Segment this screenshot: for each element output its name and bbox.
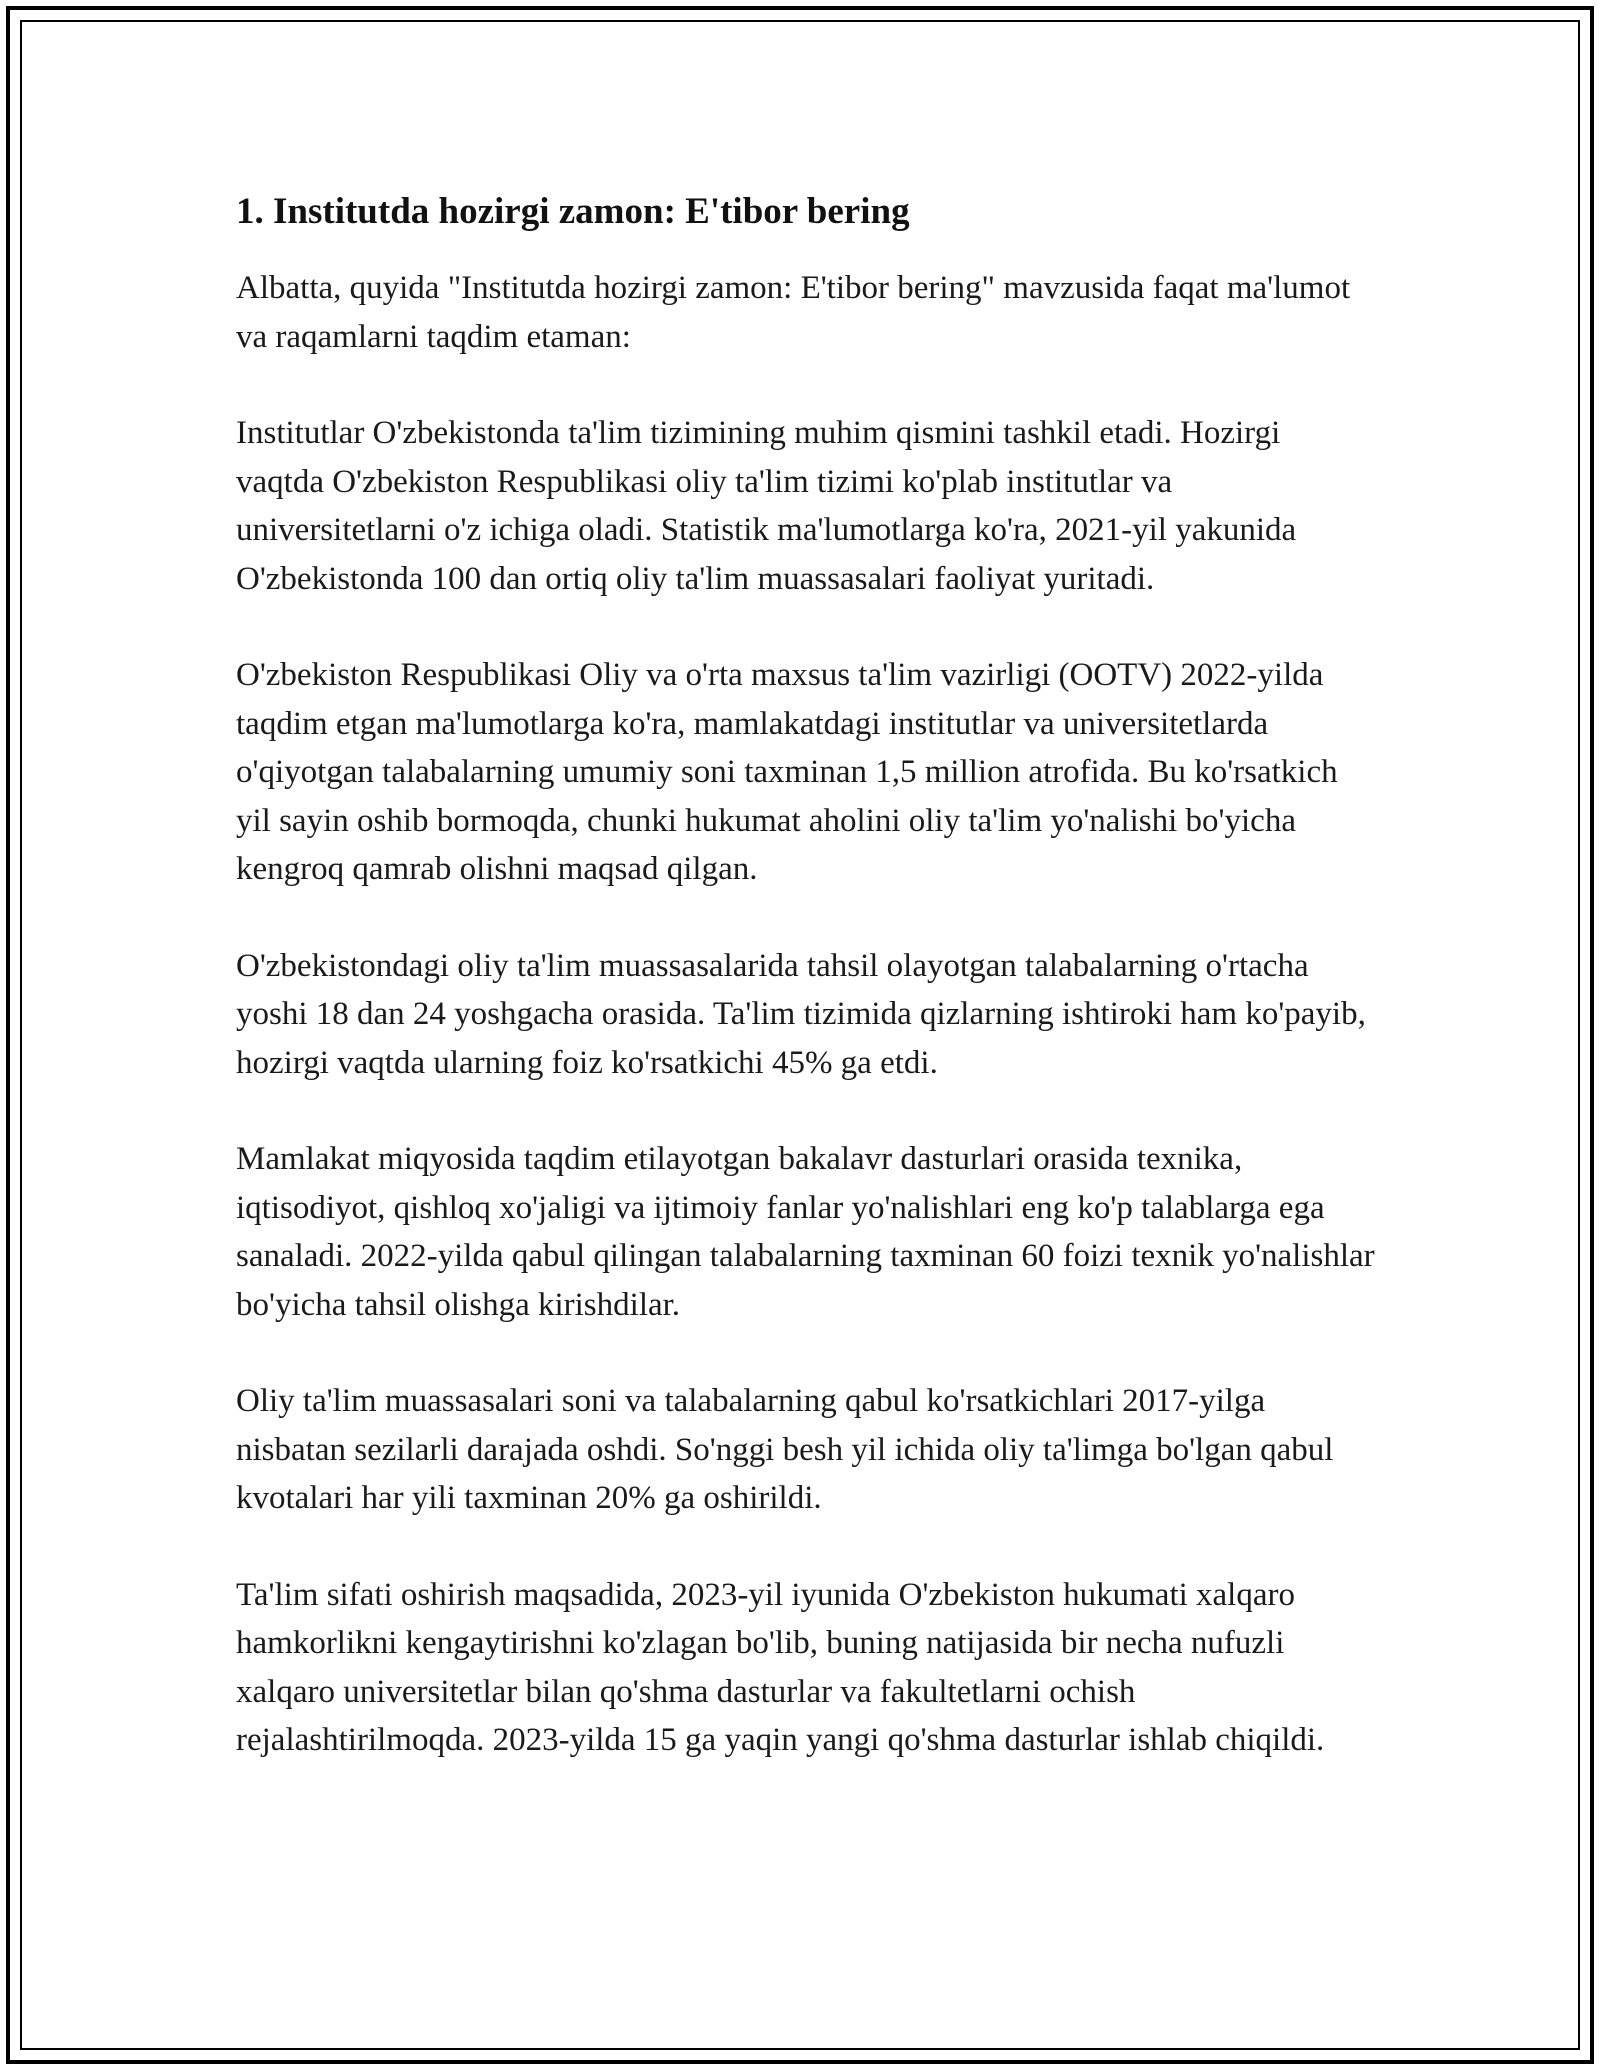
paragraph-student-count: O'zbekiston Respublikasi Oliy va o'rta maxsus ta'lim vazirligi (OOTV) 2022-yilda taqdim etgan ma'lumotlarga ko'ra, mamlakatdagi institutlar va universitetlarda o'qiyotgan talabalarning umumiy soni taxminan 1,5 million atrofida. Bu ko'rsatkich yil sayin oshib bormoqda, chunki hukumat aholini oliy ta'lim yo'nalishi bo'yicha kengroq qamrab olishni maqsad qilgan. (236, 657, 1338, 887)
paragraph-intro: Albatta, quyida "Institutda hozirgi zamon: E'tibor bering" mavzusida faqat ma'lumot va raqamlarni taqdim etaman: (236, 270, 1351, 355)
document-body (236, 186, 1376, 1813)
paragraph-student-age: O'zbekistondagi oliy ta'lim muassasalarida tahsil olayotgan talabalarning o'rtacha yoshi 18 dan 24 yoshgacha orasida. Ta'lim tizimida qizlarning ishtiroki ham ko'payib, hozirgi vaqtda ularning foiz ko'rsatkichi 45% ga etdi. (236, 947, 1366, 1081)
paragraph-bachelor-programs: Mamlakat miqyosida taqdim etilayotgan bakalavr dasturlari orasida texnika, iqtisodiyot, qishloq xo'jaligi va ijtimoiy fanlar yo'nalishlari eng ko'p talablarga ega sanaladi. 2022-yilda qabul qilingan talabalarning taxminan 60 foizi texnik yo'nalishlar bo'yicha tahsil olishga kirishdilar. (236, 1141, 1375, 1323)
document-title: 1. Institutda hozirgi zamon: E'tibor bering (236, 191, 910, 232)
paragraph-admission-growth: Oliy ta'lim muassasalari soni va talabalarning qabul ko'rsatkichlari 2017-yilga nisbatan sezilarli darajada oshdi. So'nggi besh yil ichida oliy ta'limga bo'lgan qabul kvotalari har yili taxminan 20% ga oshirildi. (236, 1383, 1334, 1516)
paragraph-international-cooperation: Ta'lim sifati oshirish maqsadida, 2023-yil iyunida O'zbekiston hukumati xalqaro hamkorlikni kengaytirishni ko'zlagan bo'lib, buning natijasida bir necha nufuzli xalqaro universitetlar bilan qo'shma dasturlar va fakultetlarni ochish rejalashtirilmoqda. 2023-yilda 15 ga yaqin yangi qo'shma dasturlar ishlab chiqildi. (236, 1576, 1325, 1758)
paragraph-institutions: Institutlar O'zbekistonda ta'lim tizimining muhim qismini tashkil etadi. Hozirgi vaqtda O'zbekiston Respublikasi oliy ta'lim tizimi ko'plab institutlar va universitetlarni o'z ichiga oladi. Statistik ma'lumotlarga ko'ra, 2021-yil yakunida O'zbekistonda 100 dan ortiq oliy ta'lim muassasalari faoliyat yuritadi. (236, 415, 1297, 597)
